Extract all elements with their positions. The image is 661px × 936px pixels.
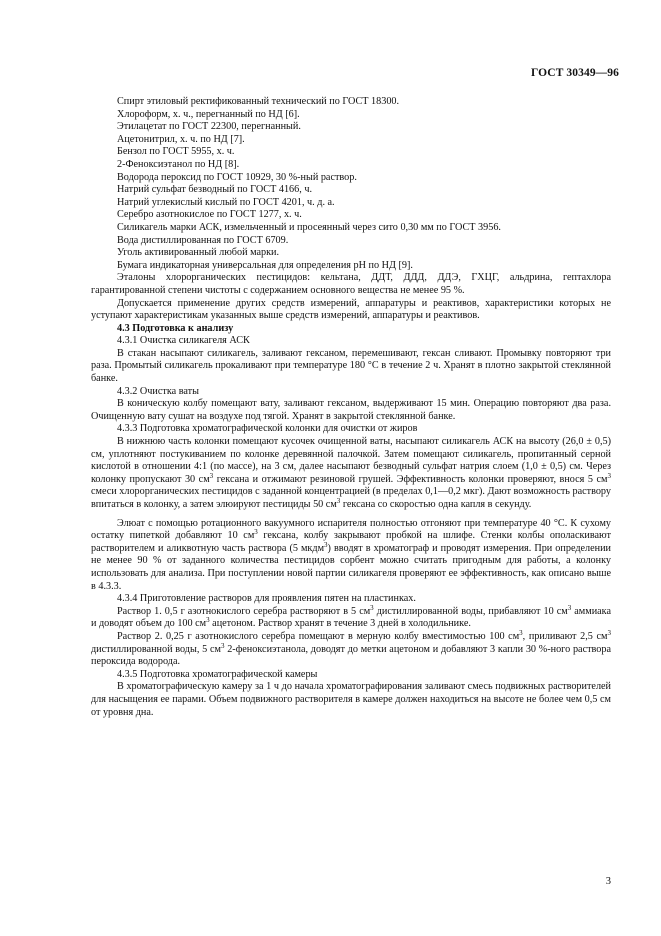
- solution-1-paragraph: Раствор 1. 0,5 г азотнокислого серебра растворяют в 5 $см^3$ дистиллированной воды, прибавляют 10 $см^3$ аммиака и доводят объем до 100 $см^3$ ацетоном. Раствор хранят в течение 3 дней в холодильнике.: [91, 603, 611, 630]
- reagent-item: Этилацетат по ГОСТ 22300, перегнанный.: [117, 121, 301, 133]
- reagent-item: Вода дистиллированная по ГОСТ 6709.: [117, 234, 289, 246]
- reagent-item: Серебро азотнокислое по ГОСТ 1277, х. ч.: [117, 209, 302, 221]
- document-body: [91, 96, 611, 719]
- subsection-title-4-3-1: 4.3.1 Очистка силикагеля АСК: [117, 335, 250, 347]
- reagent-item: Ацетонитрил, х. ч. по НД [7].: [117, 133, 245, 145]
- subsection-title-4-3-3: 4.3.3 Подготовка хроматографической колонки для очистки от жиров: [117, 423, 418, 435]
- reagent-item: Эталоны хлорорганических пестицидов: кельтана, ДДТ, ДДД, ДДЭ, ГХЦГ, альдрина, гептахлора гарантированной степени чистоты с содержанием основного вещества не менее 95 %.: [91, 272, 611, 296]
- paragraph-4-3-3-2: Элюат с помощью ротационного вакуумного испарителя полностью отгоняют при температуре 40 °С. К сухому остатку пипеткой добавляют 10 $см^3$ гексана, колбу закрывают пробкой на шлифе. Стенки колбы ополаскивают растворителем и аликвотную часть раствора (5 мкдм$^3$) вводят в хроматограф и проводят измерения. При определении не менее 90 % от заданного количества пестицидов сорбент можно считать пригодным для работы, а колонку использовать для анализа. При поступлении новой партии силикагеля проверяют ее эффективность, как описано выше в 4.3.3.: [91, 517, 611, 592]
- reagent-item: Уголь активированный любой марки.: [117, 247, 280, 259]
- reagent-item: Силикагель марки АСК, измельченный и просеянный через сито 0,30 мм по ГОСТ 3956.: [117, 221, 501, 233]
- solution-2-paragraph: Раствор 2. 0,25 г азотнокислого серебра помещают в мерную колбу вместимостью 100 $см^3$, приливают 2,5 $см^3$ дистиллированной воды, 5 $см^3$ 2-феноксиэтанола, доводят до метки ацетоном и добавляют 3 капли 30 %-ного раствора пероксида водорода.: [91, 628, 611, 668]
- reagent-item: Хлороформ, х. ч., перегнанный по НД [6].: [117, 108, 300, 120]
- subsection-title-4-3-2: 4.3.2 Очистка ваты: [117, 385, 199, 397]
- paragraph-4-3-5: В хроматографическую камеру за 1 ч до начала хроматографирования заливают смесь подвижных растворителей для насыщения ее парами. Объем подвижного растворителя в камере должен находиться на высоте не более чем 0,5 см от уровня дна.: [91, 681, 611, 718]
- paragraph-4-3-2: В коническую колбу помещают вату, заливают гексаном, выдерживают 15 мин. Операцию повторяют два раза. Очищенную вату сушат на воздухе под тягой. Хранят в закрытой стеклянной банке.: [91, 398, 611, 422]
- reagent-item: 2-Феноксиэтанол по НД [8].: [117, 158, 240, 170]
- subsection-title-4-3-4: 4.3.4 Приготовление растворов для проявления пятен на пластинках.: [117, 593, 416, 605]
- paragraph-4-3-3-1: В нижнюю часть колонки помещают кусочек очищенной ваты, насыпают силикагель АСК на высоту (26,0 ± 0,5) см, уплотняют постукиванием по колонке деревянной палочкой. Затем помещают силикагель, пропитанный серной кислотой в отношении 4:1 (по массе), на 3 см, далее насыпают безводный сульфат натрия слоем (1,0 ± 0,5) см. Через колонку пропускают 30 $см^3$ гексана и отжимают резиновой грушей. Эффективность колонки проверяют, внося 5 $см^3$ смеси хлорорганических пестицидов с заданной концентрацией (в пределах 0,1—0,2 мкг). Дают возможность раствору впитаться в колонку, а затем элюируют пестициды 50 $см^3$ гексана со скоростью одна капля в секунду.: [91, 436, 611, 510]
- reagent-item: Натрий углекислый кислый по ГОСТ 4201, ч. д. а.: [117, 196, 335, 208]
- document-code: ГОСТ 30349—96: [530, 67, 619, 79]
- reagent-item: Водорода пероксид по ГОСТ 10929, 30 %-ный раствор.: [117, 171, 357, 183]
- reagent-item: Натрий сульфат безводный по ГОСТ 4166, ч.: [117, 184, 313, 196]
- reagent-item: Спирт этиловый ректификованный технический по ГОСТ 18300.: [117, 96, 400, 107]
- section-title-4-3: 4.3 Подготовка к анализу: [117, 322, 234, 334]
- allowance-paragraph: Допускается применение других средств измерений, аппаратуры и реактивов, характеристики которых не уступают характеристикам указанных выше средств измерений, аппаратуры и реактивов.: [91, 297, 611, 322]
- paragraph-4-3-1: В стакан насыпают силикагель, заливают гексаном, перемешивают, гексан сливают. Промывку повторяют три раза. Промытый силикагель прокаливают при температуре 180 °С в течение 2 ч. Хранят в плотно закрытой стеклянной банке.: [91, 347, 611, 385]
- page-number: 3: [605, 876, 611, 887]
- reagent-item: Бумага индикаторная универсальная для определения рН по НД [9].: [117, 259, 413, 271]
- reagent-item: Бензол по ГОСТ 5955, х. ч.: [117, 146, 235, 158]
- subsection-title-4-3-5: 4.3.5 Подготовка хроматографической камеры: [117, 668, 318, 680]
